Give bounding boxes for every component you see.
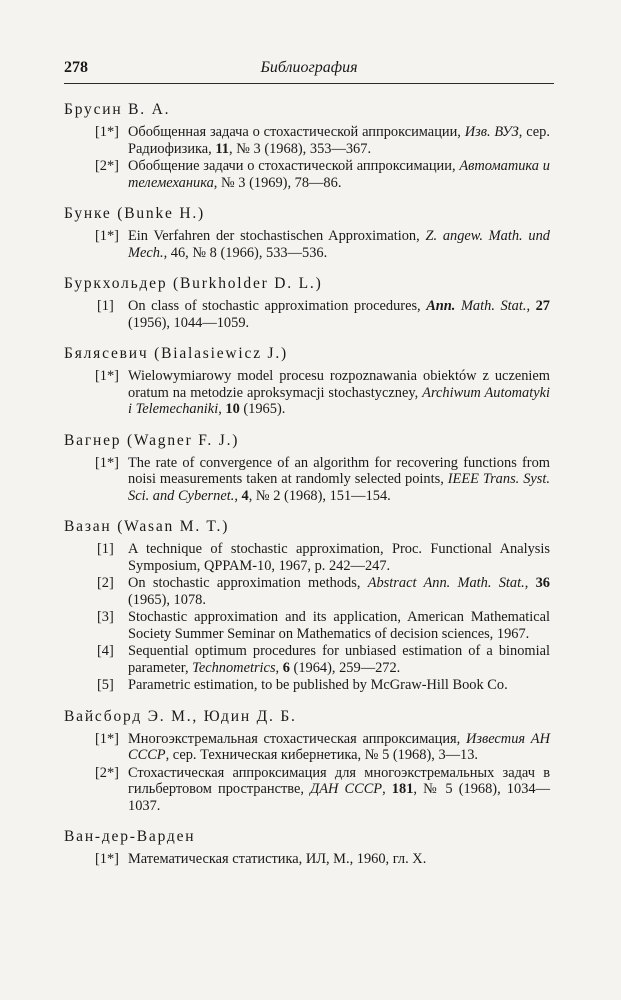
page-number: 278 xyxy=(64,59,88,76)
entry-marker: [1*] xyxy=(95,454,119,471)
author-heading: Буркхольдер (Burkholder D. L.) xyxy=(64,275,323,292)
bibliography-entry xyxy=(64,158,550,191)
bibliography-entry xyxy=(64,731,550,764)
bibliography-group xyxy=(64,204,550,261)
entry-list xyxy=(64,298,550,331)
entry-marker: [1*] xyxy=(95,124,119,140)
bibliography-group xyxy=(64,517,550,694)
author-heading: Вайсборд Э. М., Юдин Д. Б. xyxy=(64,707,297,725)
entry-list xyxy=(64,731,550,815)
entry-text: The rate of convergence of an algorithm for recovering functions from noisi measurements taken at randomly selected points, IEEE Trans. Syst. Sci. and Cybernet., 4, № 2 (1968), 151—154. xyxy=(128,454,550,504)
entry-text: Parametric estimation, to be published by McGraw-Hill Book Co. xyxy=(128,677,508,693)
bibliography-group xyxy=(64,707,550,815)
bibliography-entry xyxy=(64,765,550,815)
bibliography-entry xyxy=(64,541,550,574)
entry-marker: [2] xyxy=(97,575,114,591)
bibliography-entry xyxy=(64,609,550,642)
entry-text: Обобщенная задача о стохастической аппроксимации, Изв. ВУЗ, сер. Радиофизика, 11, № 3 (1968), 353—367. xyxy=(128,124,550,157)
entry-marker: [3] xyxy=(97,609,114,625)
entry-text: On stochastic approximation methods, Abstract Ann. Math. Stat., 36 (1965), 1078. xyxy=(128,575,550,608)
entry-marker: [2*] xyxy=(95,764,119,781)
bibliography-group xyxy=(64,100,550,191)
entry-text: Ein Verfahren der stochastischen Approximation, Z. angew. Math. und Mech., 46, № 8 (1966), 533—536. xyxy=(128,228,550,261)
author-heading: Вагнер (Wagner F. J.) xyxy=(64,431,240,449)
entry-marker: [1] xyxy=(97,298,114,314)
entry-text: Математическая статистика, ИЛ, М., 1960, гл. X. xyxy=(128,851,427,867)
bibliography-entry xyxy=(64,643,550,676)
bibliography-entry xyxy=(64,851,550,868)
entry-list xyxy=(64,228,550,261)
entry-marker: [2*] xyxy=(95,158,119,174)
entry-text: A technique of stochastic approximation, Proc. Functional Analysis Symposium, QPPAM-10, 1967, p. 242—247. xyxy=(128,541,550,574)
entry-list xyxy=(64,541,550,694)
entry-marker: [1*] xyxy=(95,368,119,384)
entry-text: Stochastic approximation and its application, American Mathematical Society Summer Seminar on Mathematics of decision sciences, 1967. xyxy=(128,609,550,642)
bibliography-group xyxy=(64,274,550,331)
bibliography-entry xyxy=(64,368,550,418)
bibliography-group xyxy=(64,344,550,418)
author-heading: Брусин В. А. xyxy=(64,101,171,118)
author-heading: Вазан (Wasan M. T.) xyxy=(64,518,230,535)
entry-list xyxy=(64,124,550,191)
entry-list xyxy=(64,455,550,505)
running-title: Библиография xyxy=(260,59,358,76)
bibliography-group xyxy=(64,827,550,868)
bibliography-entry xyxy=(64,228,550,261)
bibliography-entry xyxy=(64,575,550,608)
bibliography-entry xyxy=(64,677,550,694)
entry-marker: [4] xyxy=(97,643,114,659)
entry-marker: [1*] xyxy=(95,228,119,244)
entry-list xyxy=(64,368,550,418)
entry-text: Wielowymiarowy model procesu rozpoznawania obiektów z uczeniem oratum na metodzie aproksymacji stochastyczney, Archiwum Automatyki i Telemechaniki, 10 (1965). xyxy=(128,368,551,417)
entry-marker: [5] xyxy=(97,677,114,693)
entry-marker: [1*] xyxy=(95,851,119,867)
author-heading: Бялясевич (Bialasiewicz J.) xyxy=(64,345,289,362)
page-header xyxy=(64,57,554,84)
entry-marker: [1*] xyxy=(95,730,119,747)
author-heading: Ван-дер-Варден xyxy=(64,828,196,845)
author-heading: Бунке (Bunke H.) xyxy=(64,205,205,222)
entry-text: Обобщение задачи о стохастической аппроксимации, Автоматика и телемеханика, № 3 (1969), 78—86. xyxy=(128,158,551,191)
entry-text: On class of stochastic approximation procedures, Ann. Math. Stat., 27 (1956), 1044—1059. xyxy=(128,298,550,331)
bibliography-entry xyxy=(64,298,550,331)
bibliography-entry xyxy=(64,124,550,157)
entry-list xyxy=(64,851,550,868)
entry-text: Многоэкстремальная стохастическая аппроксимация, Известия АН СССР, сер. Техническая кибернетика, № 5 (1968), 3—13. xyxy=(128,730,550,763)
bibliography-list xyxy=(64,100,550,881)
entry-text: Стохастическая аппроксимация для многоэкстремальных задач в гильбертовом пространстве, ДАН СССР, 181, № 5 (1968), 1034—1037. xyxy=(128,764,550,814)
bibliography-group xyxy=(64,431,550,505)
bibliography-entry xyxy=(64,455,550,505)
entry-text: Sequential optimum procedures for unbiased estimation of a binomial parameter, Technometrics, 6 (1964), 259—272. xyxy=(128,643,550,676)
entry-marker: [1] xyxy=(97,541,114,557)
